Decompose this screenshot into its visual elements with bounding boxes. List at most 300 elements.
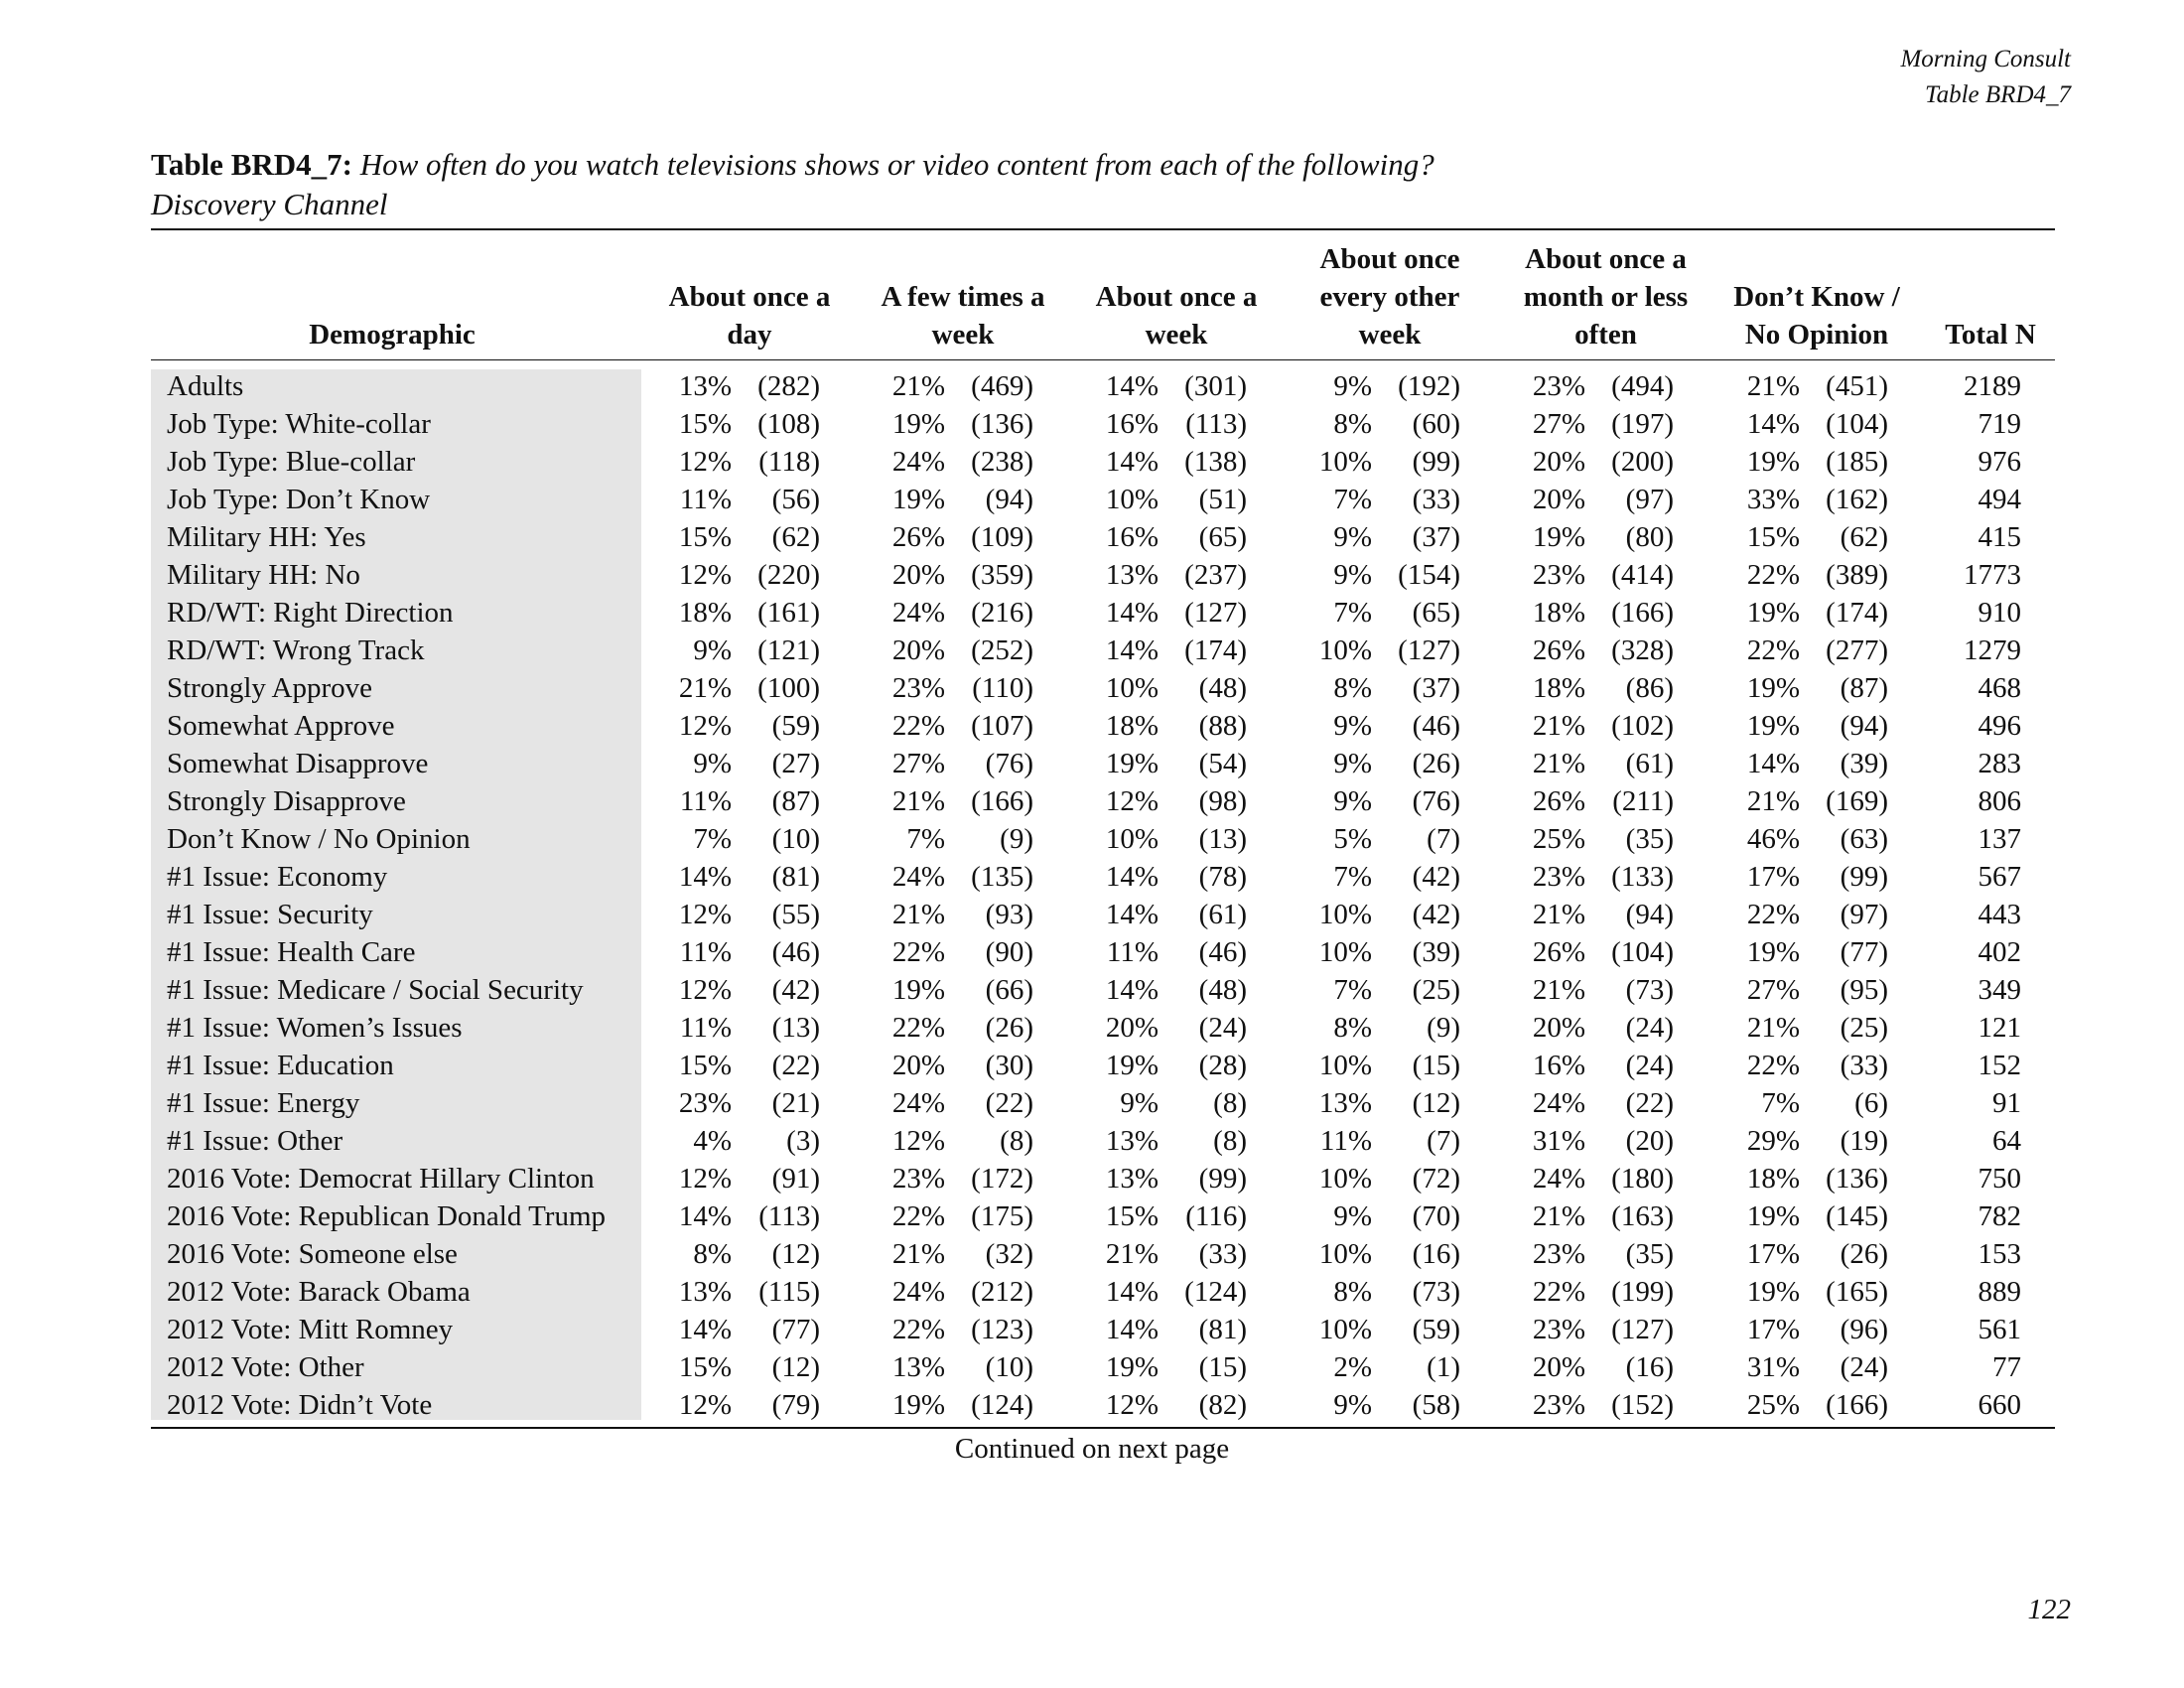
cell-count: (104) xyxy=(1826,408,1888,440)
cell-count: (16) xyxy=(1412,1238,1460,1270)
cell-count: (282) xyxy=(757,370,820,402)
cell-count: (20) xyxy=(1625,1125,1674,1157)
cell-count: (86) xyxy=(1625,672,1674,704)
cell-percent: 22% xyxy=(891,1200,945,1232)
cell-percent: 8% xyxy=(693,1238,732,1270)
cell-percent: 19% xyxy=(1746,597,1800,629)
cell-count: (97) xyxy=(1840,899,1888,930)
cell-percent: 15% xyxy=(1746,521,1800,553)
cell-percent: 9% xyxy=(693,634,732,666)
cell-count: (70) xyxy=(1412,1200,1460,1232)
cell-percent: 11% xyxy=(1319,1125,1372,1157)
cell-count: (162) xyxy=(1826,484,1888,515)
cell-percent: 12% xyxy=(1105,1389,1159,1421)
cell-percent: 20% xyxy=(891,1050,945,1081)
cell-percent: 12% xyxy=(891,1125,945,1157)
cell-count: (77) xyxy=(1840,936,1888,968)
cell-percent: 15% xyxy=(678,1050,732,1081)
cell-percent: 12% xyxy=(678,710,732,742)
cell-total-n: 750 xyxy=(1978,1163,2021,1195)
cell-total-n: 443 xyxy=(1978,899,2021,930)
cell-percent: 13% xyxy=(678,1276,732,1308)
cell-total-n: 415 xyxy=(1978,521,2021,553)
table-row xyxy=(0,556,2184,594)
cell-count: (66) xyxy=(985,974,1033,1006)
cell-count: (28) xyxy=(1198,1050,1247,1081)
cell-count: (172) xyxy=(971,1163,1033,1195)
cell-percent: 19% xyxy=(1105,1351,1159,1383)
cell-count: (154) xyxy=(1398,559,1460,591)
cell-count: (46) xyxy=(1412,710,1460,742)
cell-count: (252) xyxy=(971,634,1033,666)
cell-count: (35) xyxy=(1625,823,1674,855)
cell-count: (110) xyxy=(972,672,1033,704)
table-row xyxy=(0,1009,2184,1047)
cell-count: (33) xyxy=(1840,1050,1888,1081)
cell-count: (87) xyxy=(1840,672,1888,704)
cell-percent: 10% xyxy=(1318,634,1372,666)
row-label: Somewhat Disapprove xyxy=(167,748,429,779)
cell-percent: 26% xyxy=(1532,936,1585,968)
cell-percent: 31% xyxy=(1532,1125,1585,1157)
column-header-demographic: Demographic xyxy=(309,319,476,351)
header-rule xyxy=(151,359,2055,360)
cell-percent: 7% xyxy=(693,823,732,855)
cell-count: (25) xyxy=(1840,1012,1888,1044)
cell-count: (51) xyxy=(1198,484,1247,515)
cell-count: (19) xyxy=(1840,1125,1888,1157)
cell-percent: 7% xyxy=(1333,484,1372,515)
cell-percent: 22% xyxy=(1746,1050,1800,1081)
cell-count: (60) xyxy=(1412,408,1460,440)
table-row xyxy=(0,632,2184,669)
cell-percent: 19% xyxy=(1746,1200,1800,1232)
row-label: #1 Issue: Health Care xyxy=(167,936,416,968)
cell-count: (22) xyxy=(1625,1087,1674,1119)
cell-count: (61) xyxy=(1625,748,1674,779)
cell-count: (469) xyxy=(971,370,1033,402)
cell-count: (389) xyxy=(1826,559,1888,591)
cell-percent: 23% xyxy=(891,1163,945,1195)
cell-count: (24) xyxy=(1198,1012,1247,1044)
cell-percent: 20% xyxy=(891,559,945,591)
cell-count: (301) xyxy=(1184,370,1247,402)
row-label: RD/WT: Right Direction xyxy=(167,597,454,629)
cell-percent: 13% xyxy=(1318,1087,1372,1119)
cell-count: (414) xyxy=(1611,559,1674,591)
cell-count: (109) xyxy=(971,521,1033,553)
table-row xyxy=(0,820,2184,858)
continued-note: Continued on next page xyxy=(954,1433,1230,1465)
cell-count: (96) xyxy=(1840,1314,1888,1345)
cell-count: (100) xyxy=(757,672,820,704)
table-title-question: How often do you watch televisions shows or video content from each of the following? xyxy=(359,147,1434,182)
cell-percent: 19% xyxy=(1746,1276,1800,1308)
cell-percent: 13% xyxy=(1105,1125,1159,1157)
cell-percent: 24% xyxy=(1532,1163,1585,1195)
cell-percent: 10% xyxy=(1318,899,1372,930)
cell-count: (15) xyxy=(1198,1351,1247,1383)
row-label: 2016 Vote: Democrat Hillary Clinton xyxy=(167,1163,595,1195)
row-label: #1 Issue: Security xyxy=(167,899,373,930)
cell-percent: 26% xyxy=(891,521,945,553)
cell-count: (197) xyxy=(1611,408,1674,440)
cell-percent: 7% xyxy=(1333,974,1372,1006)
cell-count: (121) xyxy=(757,634,820,666)
cell-total-n: 494 xyxy=(1978,484,2021,515)
cell-count: (192) xyxy=(1398,370,1460,402)
cell-percent: 7% xyxy=(906,823,945,855)
cell-total-n: 719 xyxy=(1978,408,2021,440)
cell-percent: 18% xyxy=(678,597,732,629)
cell-percent: 22% xyxy=(1746,899,1800,930)
cell-percent: 24% xyxy=(891,861,945,893)
cell-count: (46) xyxy=(1198,936,1247,968)
table-row xyxy=(0,594,2184,632)
cell-percent: 12% xyxy=(678,1389,732,1421)
cell-count: (63) xyxy=(1840,823,1888,855)
cell-percent: 15% xyxy=(678,408,732,440)
cell-percent: 21% xyxy=(1746,785,1800,817)
cell-percent: 20% xyxy=(1532,1351,1585,1383)
table-row xyxy=(0,669,2184,707)
cell-count: (25) xyxy=(1412,974,1460,1006)
cell-count: (87) xyxy=(771,785,820,817)
cell-percent: 10% xyxy=(1318,1238,1372,1270)
cell-count: (78) xyxy=(1198,861,1247,893)
cell-percent: 19% xyxy=(1746,936,1800,968)
table-row xyxy=(0,443,2184,481)
cell-percent: 9% xyxy=(1333,710,1372,742)
cell-percent: 20% xyxy=(1532,1012,1585,1044)
table-row xyxy=(0,1273,2184,1311)
cell-count: (108) xyxy=(757,408,820,440)
cell-count: (42) xyxy=(1412,861,1460,893)
cell-total-n: 468 xyxy=(1978,672,2021,704)
cell-count: (13) xyxy=(1198,823,1247,855)
row-label: 2012 Vote: Didn’t Vote xyxy=(167,1389,433,1421)
cell-count: (124) xyxy=(971,1389,1033,1421)
cell-count: (238) xyxy=(971,446,1033,478)
cell-count: (12) xyxy=(771,1238,820,1270)
row-label: 2016 Vote: Republican Donald Trump xyxy=(167,1200,606,1232)
cell-count: (116) xyxy=(1185,1200,1247,1232)
cell-percent: 29% xyxy=(1746,1125,1800,1157)
table-row xyxy=(0,367,2184,405)
cell-percent: 21% xyxy=(1746,370,1800,402)
cell-count: (54) xyxy=(1198,748,1247,779)
cell-count: (73) xyxy=(1412,1276,1460,1308)
cell-percent: 19% xyxy=(1746,446,1800,478)
header-org: Morning Consult xyxy=(1900,46,2071,72)
cell-count: (33) xyxy=(1412,484,1460,515)
cell-count: (200) xyxy=(1611,446,1674,478)
cell-percent: 12% xyxy=(1105,785,1159,817)
header-table-ref: Table BRD4_7 xyxy=(1925,81,2071,108)
cell-percent: 21% xyxy=(1532,974,1585,1006)
cell-percent: 14% xyxy=(1105,446,1159,478)
cell-percent: 14% xyxy=(678,1314,732,1345)
cell-percent: 21% xyxy=(891,899,945,930)
cell-count: (138) xyxy=(1184,446,1247,478)
cell-percent: 15% xyxy=(1105,1200,1159,1232)
cell-percent: 13% xyxy=(891,1351,945,1383)
cell-count: (22) xyxy=(771,1050,820,1081)
cell-count: (8) xyxy=(1213,1087,1247,1119)
cell-count: (26) xyxy=(985,1012,1033,1044)
cell-total-n: 121 xyxy=(1978,1012,2021,1044)
page-header xyxy=(1900,42,2071,113)
cell-count: (211) xyxy=(1612,785,1674,817)
cell-count: (56) xyxy=(771,484,820,515)
column-header-month-or-less: About once a month or less often xyxy=(1523,243,1689,351)
cell-percent: 19% xyxy=(1746,672,1800,704)
cell-count: (62) xyxy=(771,521,820,553)
cell-count: (42) xyxy=(1412,899,1460,930)
row-label: Strongly Disapprove xyxy=(167,785,406,817)
cell-percent: 21% xyxy=(1532,899,1585,930)
cell-percent: 24% xyxy=(891,597,945,629)
cell-percent: 8% xyxy=(1333,408,1372,440)
cell-count: (163) xyxy=(1611,1200,1674,1232)
cell-percent: 8% xyxy=(1333,1276,1372,1308)
table-row xyxy=(0,858,2184,896)
cell-percent: 10% xyxy=(1318,1050,1372,1081)
cell-percent: 9% xyxy=(1333,1389,1372,1421)
cell-percent: 23% xyxy=(1532,861,1585,893)
cell-percent: 21% xyxy=(1532,748,1585,779)
cell-percent: 16% xyxy=(1105,521,1159,553)
cell-percent: 9% xyxy=(1333,748,1372,779)
cell-total-n: 402 xyxy=(1978,936,2021,968)
cell-percent: 15% xyxy=(678,1351,732,1383)
cell-percent: 20% xyxy=(1105,1012,1159,1044)
cell-percent: 16% xyxy=(1532,1050,1585,1081)
cell-total-n: 2189 xyxy=(1964,370,2021,402)
cell-percent: 9% xyxy=(1333,370,1372,402)
table-row xyxy=(0,1047,2184,1084)
cell-percent: 14% xyxy=(1105,974,1159,1006)
table-row xyxy=(0,518,2184,556)
cell-percent: 15% xyxy=(678,521,732,553)
cell-percent: 9% xyxy=(1333,521,1372,553)
cell-percent: 18% xyxy=(1532,672,1585,704)
cell-count: (24) xyxy=(1625,1012,1674,1044)
cell-count: (72) xyxy=(1412,1163,1460,1195)
cell-count: (22) xyxy=(985,1087,1033,1119)
cell-percent: 46% xyxy=(1746,823,1800,855)
row-label: Job Type: Don’t Know xyxy=(167,484,431,515)
cell-percent: 12% xyxy=(678,446,732,478)
cell-percent: 20% xyxy=(1532,446,1585,478)
cell-total-n: 1279 xyxy=(1964,634,2021,666)
cell-total-n: 976 xyxy=(1978,446,2021,478)
table-row xyxy=(0,1197,2184,1235)
table-subtitle: Discovery Channel xyxy=(151,187,388,221)
cell-percent: 17% xyxy=(1746,1314,1800,1345)
cell-count: (48) xyxy=(1198,974,1247,1006)
cell-percent: 23% xyxy=(1532,1238,1585,1270)
row-label: #1 Issue: Energy xyxy=(167,1087,360,1119)
cell-percent: 19% xyxy=(891,484,945,515)
table-title xyxy=(151,145,1434,224)
cell-count: (174) xyxy=(1184,634,1247,666)
cell-total-n: 910 xyxy=(1978,597,2021,629)
cell-percent: 11% xyxy=(1106,936,1159,968)
cell-count: (77) xyxy=(771,1314,820,1345)
cell-count: (7) xyxy=(1427,823,1460,855)
row-label: #1 Issue: Other xyxy=(167,1125,343,1157)
cell-count: (33) xyxy=(1198,1238,1247,1270)
cell-percent: 14% xyxy=(1746,748,1800,779)
cell-count: (91) xyxy=(771,1163,820,1195)
cell-total-n: 889 xyxy=(1978,1276,2021,1308)
cell-count: (199) xyxy=(1611,1276,1674,1308)
cell-percent: 26% xyxy=(1532,634,1585,666)
cell-count: (113) xyxy=(758,1200,820,1232)
cell-count: (39) xyxy=(1412,936,1460,968)
cell-percent: 25% xyxy=(1532,823,1585,855)
cell-percent: 19% xyxy=(1746,710,1800,742)
cell-count: (15) xyxy=(1412,1050,1460,1081)
cell-count: (79) xyxy=(771,1389,820,1421)
row-label: RD/WT: Wrong Track xyxy=(167,634,425,666)
cell-count: (76) xyxy=(1412,785,1460,817)
row-label: #1 Issue: Medicare / Social Security xyxy=(167,974,584,1006)
cell-percent: 11% xyxy=(679,936,732,968)
cell-count: (65) xyxy=(1198,521,1247,553)
cell-total-n: 806 xyxy=(1978,785,2021,817)
cell-total-n: 496 xyxy=(1978,710,2021,742)
cell-total-n: 1773 xyxy=(1964,559,2021,591)
cell-count: (26) xyxy=(1412,748,1460,779)
cell-count: (80) xyxy=(1625,521,1674,553)
cell-percent: 27% xyxy=(1532,408,1585,440)
cell-percent: 24% xyxy=(891,446,945,478)
cell-count: (76) xyxy=(985,748,1033,779)
cell-percent: 14% xyxy=(1746,408,1800,440)
cell-count: (145) xyxy=(1826,1200,1888,1232)
cell-count: (494) xyxy=(1611,370,1674,402)
table-row xyxy=(0,1311,2184,1348)
cell-count: (113) xyxy=(1185,408,1247,440)
cell-percent: 18% xyxy=(1746,1163,1800,1195)
cell-count: (7) xyxy=(1427,1125,1460,1157)
cell-percent: 19% xyxy=(1532,521,1585,553)
cell-percent: 11% xyxy=(679,1012,732,1044)
column-header-every-other-week: About once every other week xyxy=(1319,243,1460,351)
cell-count: (185) xyxy=(1826,446,1888,478)
cell-percent: 14% xyxy=(1105,1276,1159,1308)
cell-count: (127) xyxy=(1184,597,1247,629)
cell-count: (169) xyxy=(1826,785,1888,817)
cell-count: (359) xyxy=(971,559,1033,591)
cell-percent: 14% xyxy=(1105,597,1159,629)
cell-count: (94) xyxy=(1840,710,1888,742)
cell-count: (62) xyxy=(1840,521,1888,553)
cell-total-n: 152 xyxy=(1978,1050,2021,1081)
cell-percent: 25% xyxy=(1746,1389,1800,1421)
cell-percent: 12% xyxy=(678,1163,732,1195)
cell-percent: 24% xyxy=(891,1087,945,1119)
cell-percent: 14% xyxy=(1105,861,1159,893)
cell-percent: 24% xyxy=(891,1276,945,1308)
column-header-once-a-day: About once a day xyxy=(668,281,831,351)
cell-count: (90) xyxy=(985,936,1033,968)
cell-percent: 24% xyxy=(1532,1087,1585,1119)
cell-count: (24) xyxy=(1625,1050,1674,1081)
cell-percent: 22% xyxy=(891,710,945,742)
cell-percent: 21% xyxy=(678,672,732,704)
cell-percent: 14% xyxy=(1105,634,1159,666)
cell-percent: 23% xyxy=(891,672,945,704)
cell-percent: 21% xyxy=(1105,1238,1159,1270)
cell-count: (59) xyxy=(771,710,820,742)
cell-total-n: 283 xyxy=(1978,748,2021,779)
cell-count: (165) xyxy=(1826,1276,1888,1308)
cell-count: (94) xyxy=(985,484,1033,515)
column-header-total-n: Total N xyxy=(1945,319,2036,351)
table-row xyxy=(0,1386,2184,1424)
row-label: Military HH: Yes xyxy=(167,521,366,553)
row-label: 2012 Vote: Mitt Romney xyxy=(167,1314,454,1345)
table-row xyxy=(0,1348,2184,1386)
cell-count: (55) xyxy=(771,899,820,930)
table-row xyxy=(0,971,2184,1009)
row-label: Job Type: Blue-collar xyxy=(167,446,416,478)
cell-count: (46) xyxy=(771,936,820,968)
cell-count: (37) xyxy=(1412,672,1460,704)
cell-percent: 9% xyxy=(693,748,732,779)
cell-percent: 11% xyxy=(679,785,732,817)
cell-count: (107) xyxy=(971,710,1033,742)
cell-percent: 23% xyxy=(1532,370,1585,402)
cell-percent: 10% xyxy=(1318,936,1372,968)
cell-count: (102) xyxy=(1611,710,1674,742)
cell-percent: 22% xyxy=(891,1012,945,1044)
cell-count: (12) xyxy=(1412,1087,1460,1119)
cell-count: (133) xyxy=(1611,861,1674,893)
cell-count: (88) xyxy=(1198,710,1247,742)
cell-total-n: 64 xyxy=(1992,1125,2021,1157)
cell-percent: 23% xyxy=(678,1087,732,1119)
cell-percent: 12% xyxy=(678,974,732,1006)
table-row xyxy=(0,933,2184,971)
cell-count: (8) xyxy=(1000,1125,1033,1157)
cell-count: (166) xyxy=(971,785,1033,817)
cell-percent: 20% xyxy=(891,634,945,666)
cell-count: (9) xyxy=(1000,823,1033,855)
top-rule xyxy=(151,228,2055,230)
table-row xyxy=(0,1235,2184,1273)
column-header-few-times-week: A few times a week xyxy=(881,281,1045,351)
cell-percent: 23% xyxy=(1532,1314,1585,1345)
cell-count: (104) xyxy=(1611,936,1674,968)
cell-percent: 9% xyxy=(1333,559,1372,591)
cell-count: (328) xyxy=(1611,634,1674,666)
cell-percent: 10% xyxy=(1318,446,1372,478)
cell-count: (12) xyxy=(771,1351,820,1383)
cell-total-n: 782 xyxy=(1978,1200,2021,1232)
cell-percent: 19% xyxy=(891,408,945,440)
table-row xyxy=(0,1084,2184,1122)
cell-percent: 21% xyxy=(1746,1012,1800,1044)
cell-percent: 17% xyxy=(1746,861,1800,893)
row-label: Job Type: White-collar xyxy=(167,408,431,440)
cell-count: (216) xyxy=(971,597,1033,629)
row-label: Military HH: No xyxy=(167,559,360,591)
cell-percent: 19% xyxy=(1105,748,1159,779)
